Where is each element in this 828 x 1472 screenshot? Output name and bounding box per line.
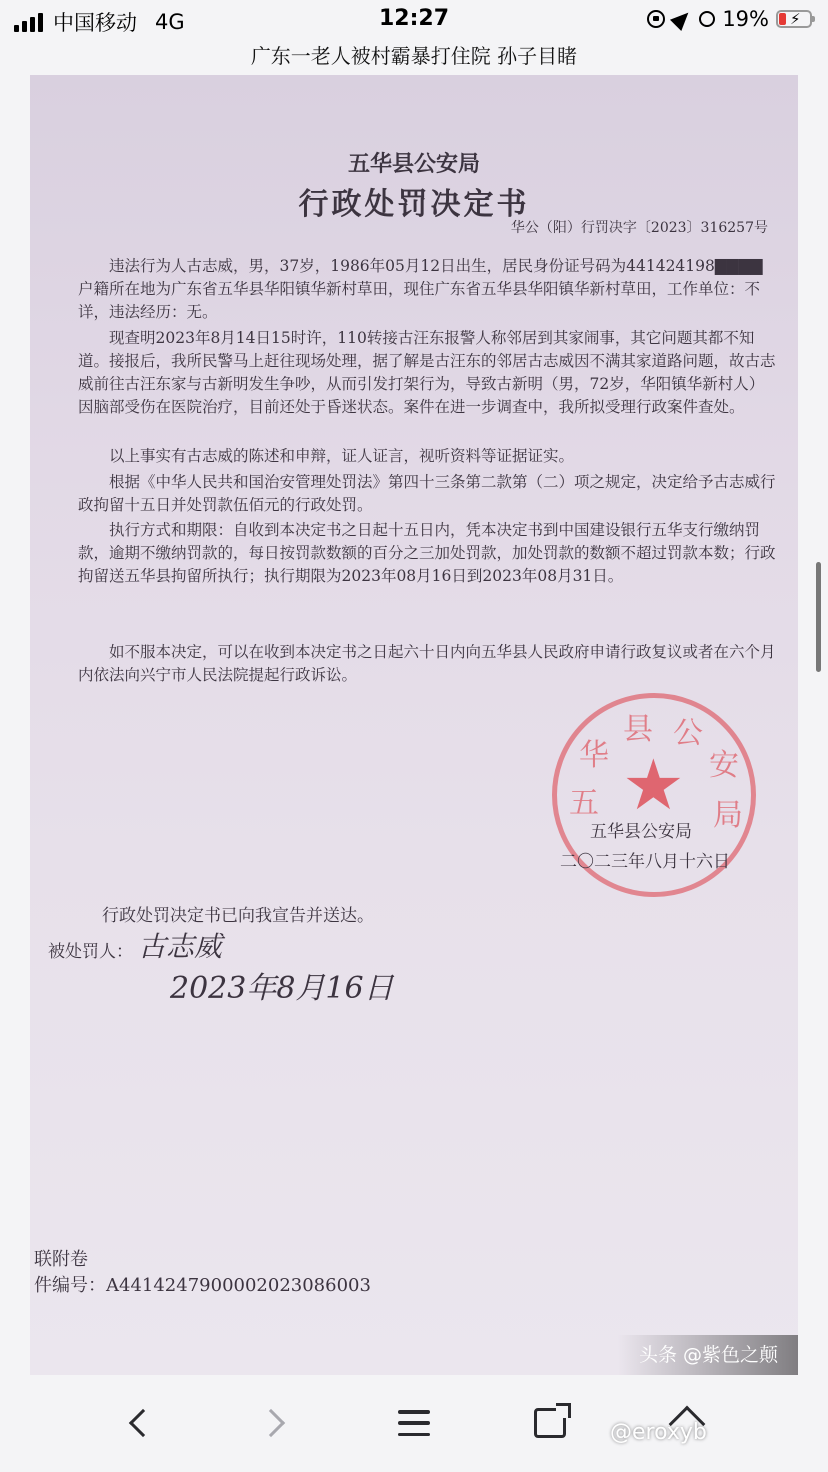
- paragraph-evidence: 以上事实有古志威的陈述和申辩，证人证言，视听资料等证据证实。: [109, 447, 575, 465]
- attachment-label: 联附卷: [34, 1249, 88, 1270]
- tabs-button[interactable]: [520, 1393, 580, 1453]
- document-photo[interactable]: [30, 75, 810, 1375]
- watermark: 头条 @紫色之颠: [618, 1335, 798, 1375]
- signature: 古志威: [138, 930, 223, 963]
- alarm-icon: [699, 11, 715, 27]
- seal-char: 华: [579, 738, 609, 773]
- scroll-indicator[interactable]: [816, 562, 821, 672]
- forward-icon: [257, 1409, 285, 1437]
- back-icon: [129, 1409, 157, 1437]
- seal-char: 局: [713, 798, 743, 833]
- paragraph-facts: 现查明2023年8月14日15时许，110转接古汪东报警人称邻居到其家闹事，其它问题其都不知道。接报后，我所民警马上赶往现场处理，据了解是古汪东的邻居古志威因不满其家道路问题，故古志威前往古汪东家与古新明发生争吵，从而引发打架行为，导致古新明（男，72岁，华阳镇华新村人）因脑部受伤在医院治疗，目前还处于昏迷状态。案件在进一步调查中，我所拟受理行政案件查处。: [78, 329, 776, 416]
- seal-char: 县: [623, 712, 653, 747]
- paragraph-decision: 根据《中华人民共和国治安管理处罚法》第四十三条第二款第（二）项之规定，决定给予古志威行政拘留十五日并处罚款伍佰元的行政处罚。: [78, 473, 776, 514]
- signer-label: 被处罚人：: [48, 942, 133, 962]
- back-button[interactable]: [108, 1393, 168, 1453]
- credit-watermark: @eroxyb: [610, 1420, 707, 1445]
- stamp-date: 二〇二三年八月十六日: [560, 852, 730, 872]
- document-org: 五华县公安局: [347, 151, 480, 177]
- clock: 12:27: [378, 6, 450, 31]
- paragraph-appeal: 如不服本决定，可以在收到本决定书之日起六十日内向五华县人民政府申请行政复议或者在六个月内依法向兴宁市人民法院提起行政诉讼。: [78, 643, 776, 684]
- seal-char: 五: [569, 786, 599, 821]
- orientation-lock-icon: [647, 10, 665, 28]
- battery-icon: ⚡: [776, 10, 812, 28]
- location-icon: [670, 7, 694, 31]
- status-bar: [0, 0, 828, 40]
- forward-button[interactable]: [246, 1393, 306, 1453]
- paragraph-execution: 执行方式和期限：自收到本决定书之日起十五日内，凭本决定书到中国建设银行五华支行缴纳罚款，逾期不缴纳罚款的，每日按罚款数额的百分之三加处罚款，加处罚款的数额不超过罚款本数；行政拘留送五华县拘留所执行；执行期限为2023年08月16日到2023年08月31日。: [78, 521, 776, 585]
- stamp-org: 五华县公安局: [590, 822, 692, 842]
- carrier-label: 中国移动: [53, 11, 137, 35]
- acknowledgement: 行政处罚决定书已向我宣告并送达。: [102, 906, 374, 926]
- case-number: 件编号：A4414247900002023086003: [34, 1275, 371, 1296]
- document-number: 华公（阳）行罚决字〔2023〕316257号: [510, 220, 768, 236]
- battery-percent: 19%: [722, 7, 769, 31]
- paragraph-offender: 违法行为人古志威，男，37岁，1986年05月12日出生，居民身份证号码为441424198▇▇▇▇ 户籍所在地为广东省五华县华阳镇华新村草田，现住广东省五华县华阳镇华新村草田，工作单位：不详，违法经历：无。: [78, 257, 810, 321]
- network-label: 4G: [155, 10, 185, 34]
- tabs-icon: [534, 1408, 566, 1438]
- seal-char: 安: [709, 748, 739, 783]
- menu-icon: [398, 1410, 430, 1436]
- seal-star-icon: ★: [622, 744, 685, 826]
- seal-char: 公: [673, 716, 703, 751]
- page-title: 广东一老人被村霸暴打住院 孙子目睹: [250, 44, 578, 68]
- document-title: 行政处罚决定书: [298, 187, 530, 222]
- signature-date: 2023年8月16日: [170, 971, 394, 1006]
- menu-button[interactable]: [384, 1393, 444, 1453]
- status-right: [647, 7, 812, 31]
